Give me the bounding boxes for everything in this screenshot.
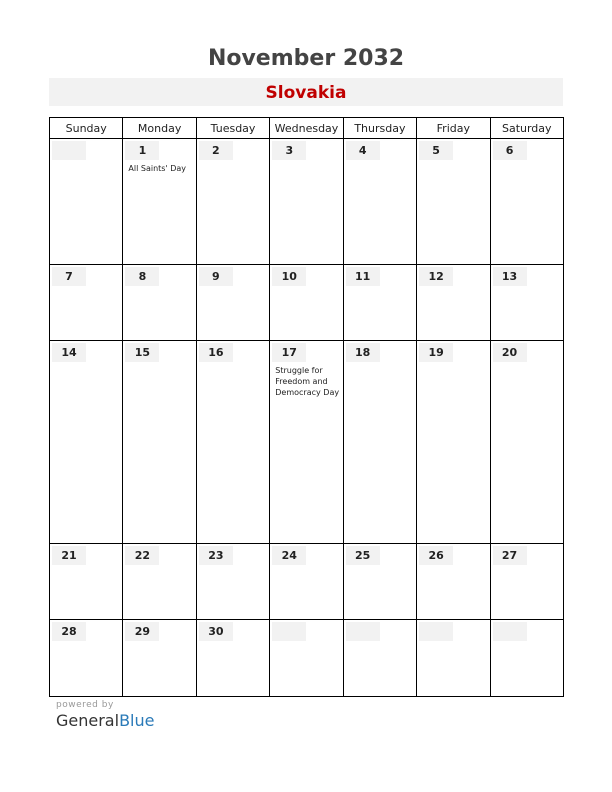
day-cell <box>270 264 343 341</box>
week-row <box>50 264 564 341</box>
weekday-header: Tuesday <box>196 118 269 139</box>
day-number: 3 <box>272 141 306 160</box>
day-cell <box>343 341 416 543</box>
day-cell <box>417 139 490 265</box>
weekday-header-row <box>50 118 564 139</box>
day-number: 13 <box>493 267 527 286</box>
day-cell <box>343 543 416 620</box>
week-row <box>50 139 564 265</box>
day-number: 18 <box>346 343 380 362</box>
country-banner <box>49 78 563 106</box>
calendar-title: November 2032 <box>207 46 405 71</box>
day-cell <box>123 620 196 697</box>
day-number: 16 <box>199 343 233 362</box>
day-cell <box>50 139 123 265</box>
day-number: 25 <box>346 546 380 565</box>
day-cell <box>123 264 196 341</box>
day-number: 9 <box>199 267 233 286</box>
day-number: 12 <box>419 267 453 286</box>
day-cell <box>270 543 343 620</box>
calendar-grid <box>49 117 564 697</box>
day-number: 11 <box>346 267 380 286</box>
day-cell <box>270 139 343 265</box>
day-cell <box>490 341 563 543</box>
day-cell <box>343 620 416 697</box>
day-number: 22 <box>125 546 159 565</box>
weekday-header: Wednesday <box>270 118 343 139</box>
day-cell <box>343 139 416 265</box>
day-cell <box>270 620 343 697</box>
day-number <box>272 622 306 641</box>
brand-general: General <box>56 711 120 730</box>
day-number: 20 <box>493 343 527 362</box>
day-cell <box>417 341 490 543</box>
day-number: 4 <box>346 141 380 160</box>
day-number: 26 <box>419 546 453 565</box>
day-cell <box>196 341 269 543</box>
day-number: 8 <box>125 267 159 286</box>
day-number: 14 <box>52 343 86 362</box>
day-cell <box>490 543 563 620</box>
day-number: 28 <box>52 622 86 641</box>
week-row <box>50 620 564 697</box>
day-cell <box>490 620 563 697</box>
day-cell <box>196 264 269 341</box>
holiday-label: Struggle for Freedom and Democracy Day <box>275 366 340 398</box>
holiday-label: All Saints' Day <box>128 164 186 173</box>
day-number: 21 <box>52 546 86 565</box>
day-cell <box>50 341 123 543</box>
day-number: 29 <box>125 622 159 641</box>
brand-blue: Blue <box>119 711 155 730</box>
day-number: 23 <box>199 546 233 565</box>
powered-by-text: powered by <box>56 700 114 710</box>
day-cell <box>417 620 490 697</box>
day-cell <box>123 341 196 543</box>
day-cell <box>417 543 490 620</box>
day-cell <box>490 139 563 265</box>
day-number: 24 <box>272 546 306 565</box>
week-row <box>50 341 564 543</box>
day-cell <box>123 543 196 620</box>
day-number <box>52 141 86 160</box>
generalblue-logo <box>56 711 154 730</box>
day-number: 1 <box>125 141 159 160</box>
day-cell <box>196 620 269 697</box>
day-number <box>493 622 527 641</box>
day-number: 27 <box>493 546 527 565</box>
day-cell <box>343 264 416 341</box>
footer-branding <box>56 700 154 730</box>
day-number: 5 <box>419 141 453 160</box>
day-cell <box>490 264 563 341</box>
day-cell <box>50 264 123 341</box>
day-cell <box>50 620 123 697</box>
weekday-header: Sunday <box>50 118 123 139</box>
day-number: 15 <box>125 343 159 362</box>
day-cell <box>50 543 123 620</box>
country-name: Slovakia <box>265 83 347 103</box>
day-number <box>346 622 380 641</box>
day-number <box>419 622 453 641</box>
day-number: 10 <box>272 267 306 286</box>
day-number: 6 <box>493 141 527 160</box>
day-number: 2 <box>199 141 233 160</box>
week-row <box>50 543 564 620</box>
day-cell <box>196 543 269 620</box>
weekday-header: Monday <box>123 118 196 139</box>
day-cell <box>196 139 269 265</box>
day-number: 19 <box>419 343 453 362</box>
day-cell <box>123 139 196 265</box>
weekday-header: Friday <box>417 118 490 139</box>
day-cell <box>270 341 343 543</box>
day-number: 17 <box>272 343 306 362</box>
weekday-header: Thursday <box>343 118 416 139</box>
weekday-header: Saturday <box>490 118 563 139</box>
day-number: 30 <box>199 622 233 641</box>
day-cell <box>417 264 490 341</box>
day-number: 7 <box>52 267 86 286</box>
